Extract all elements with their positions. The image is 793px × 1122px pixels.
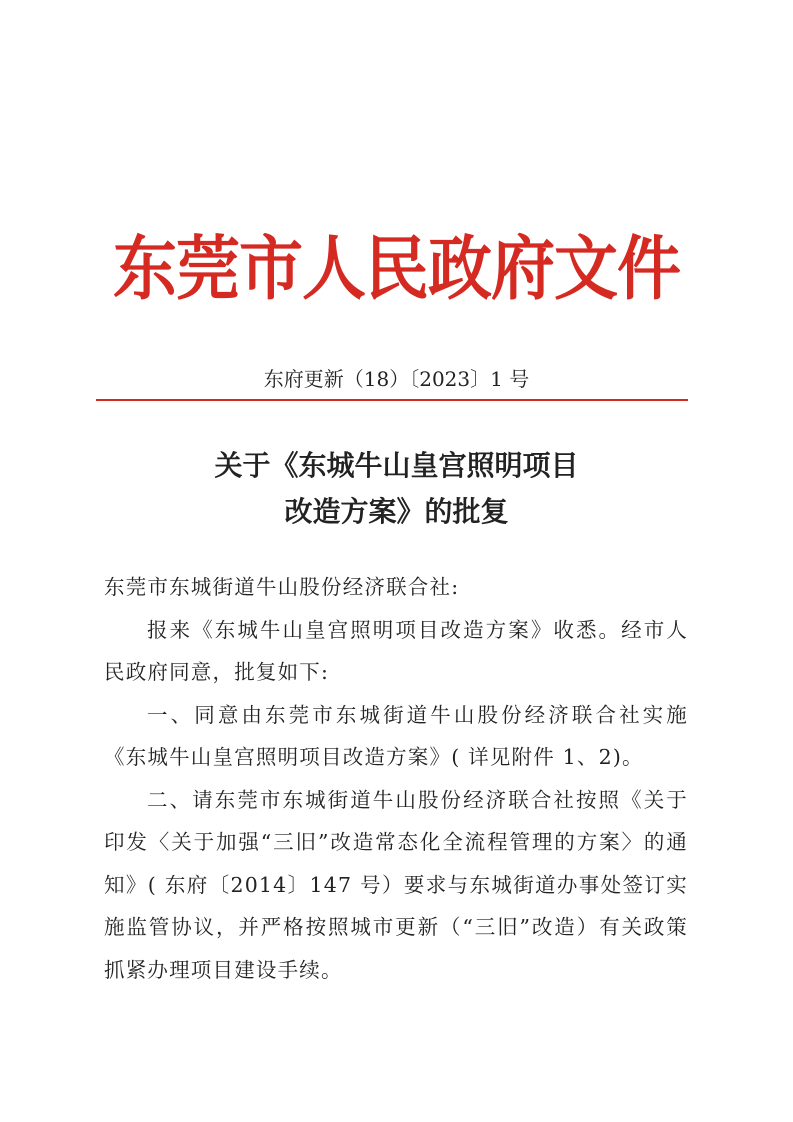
- body-paragraph-3: 二、请东莞市东城街道牛山股份经济联合社按照《关于印发〈关于加强“三旧”改造常态化全流程管理的方案〉的通知》( 东府〔2014〕147 号）要求与东城街道办事处签订实施监管协议，并严格按照城市更新（“三旧”改造）有关政策抓紧办理项目建设手续。: [104, 787, 688, 982]
- title-line-1: 关于《东城牛山皇宫照明项目: [214, 449, 579, 482]
- title-line-2: 改造方案》的批复: [284, 495, 509, 528]
- document-body: [104, 566, 688, 991]
- addressee: 东莞市东城街道牛山股份经济联合社:: [104, 575, 460, 599]
- body-paragraph-1: 报来《东城牛山皇宫照明项目改造方案》收悉。经市人民政府同意，批复如下:: [104, 617, 688, 684]
- body-paragraph-2: 一、同意由东莞市东城街道牛山股份经济联合社实施《东城牛山皇宫照明项目改造方案》( 详见附件 1、2)。: [104, 702, 688, 769]
- issuer-title: 东莞市人民政府文件: [113, 228, 680, 310]
- red-divider: [96, 399, 688, 401]
- document-title: [0, 443, 793, 535]
- document-number: 东府更新（18）〔2023〕1 号: [263, 367, 530, 391]
